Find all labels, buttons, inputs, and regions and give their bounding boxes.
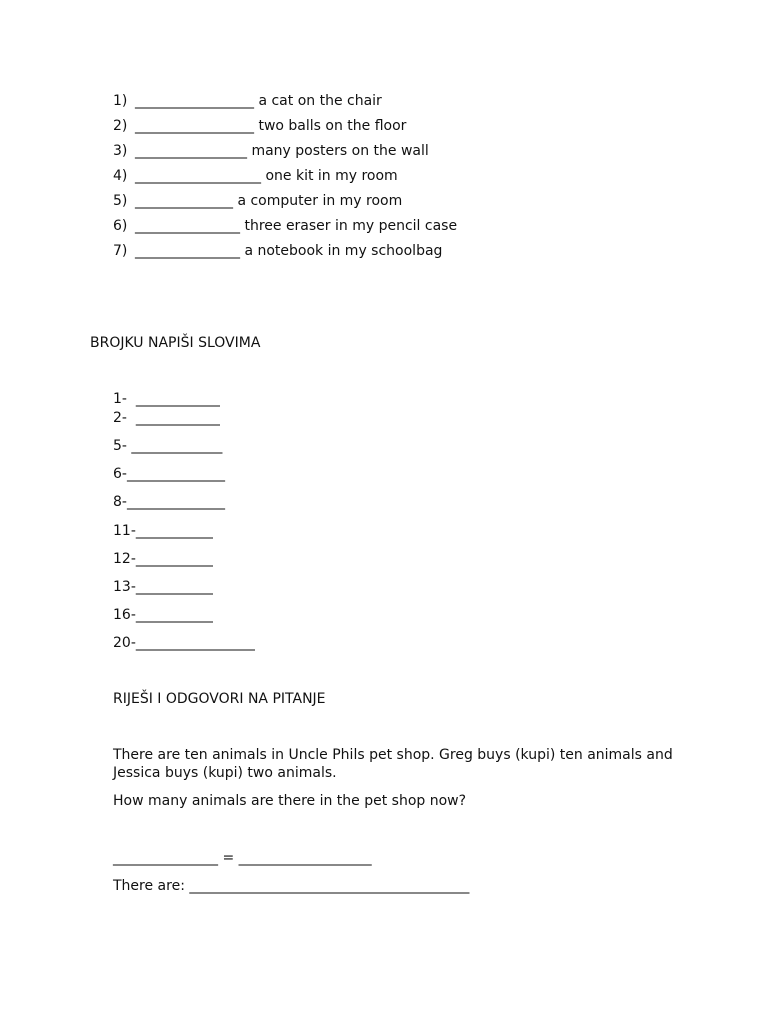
answer-blank[interactable]: ______________: [135, 193, 233, 209]
sentence-item-6: [113, 217, 457, 235]
answer-blank[interactable]: _______________: [135, 218, 240, 234]
section-heading-problem: RIJEŠI I ODGOVORI NA PITANJE: [113, 691, 326, 707]
sentence-text: a computer in my room: [237, 193, 403, 209]
sentence-item-1: [113, 92, 382, 110]
sentence-item-7: [113, 242, 442, 260]
item-number: 5): [113, 193, 128, 209]
number-line-11[interactable]: 11-___________: [113, 523, 213, 539]
sentence-item-5: [113, 192, 402, 210]
number-line-1[interactable]: 1- ____________: [113, 391, 220, 407]
answer-blank[interactable]: ________________: [135, 143, 247, 159]
equation-line[interactable]: _______________ = ___________________: [113, 850, 372, 866]
sentence-text: many posters on the wall: [251, 143, 429, 159]
item-number: 3): [113, 143, 128, 159]
number-line-5[interactable]: 5- _____________: [113, 438, 223, 454]
sentence-text: a cat on the chair: [258, 93, 382, 109]
item-number: 2): [113, 118, 128, 134]
problem-text: There are ten animals in Uncle Phils pet shop. Greg buys (kupi) ten animals and Jessica buys (kupi) two animals.: [113, 747, 673, 781]
sentence-item-2: [113, 117, 406, 135]
section-heading-numbers: BROJKU NAPIŠI SLOVIMA: [90, 335, 261, 351]
item-number: 4): [113, 168, 128, 184]
number-line-16[interactable]: 16-___________: [113, 607, 213, 623]
answer-blank[interactable]: _________________: [135, 93, 254, 109]
number-line-2[interactable]: 2- ____________: [113, 410, 220, 426]
number-line-20[interactable]: 20-_________________: [113, 635, 255, 651]
answer-blank[interactable]: __________________: [135, 168, 261, 184]
sentence-text: two balls on the floor: [258, 118, 407, 134]
answer-blank[interactable]: _________________: [135, 118, 254, 134]
sentence-item-4: [113, 167, 398, 185]
item-number: 6): [113, 218, 128, 234]
sentence-item-3: [113, 142, 429, 160]
number-line-12[interactable]: 12-___________: [113, 551, 213, 567]
item-number: 7): [113, 243, 128, 259]
number-line-13[interactable]: 13-___________: [113, 579, 213, 595]
item-number: 1): [113, 93, 128, 109]
number-line-8[interactable]: 8-______________: [113, 494, 225, 510]
sentence-text: three eraser in my pencil case: [244, 218, 458, 234]
answer-line[interactable]: There are: ________________________________________: [113, 878, 470, 894]
answer-blank[interactable]: _______________: [135, 243, 240, 259]
number-line-6[interactable]: 6-______________: [113, 466, 225, 482]
sentence-text: one kit in my room: [265, 168, 398, 184]
sentence-text: a notebook in my schoolbag: [244, 243, 443, 259]
problem-question: How many animals are there in the pet shop now?: [113, 793, 467, 809]
